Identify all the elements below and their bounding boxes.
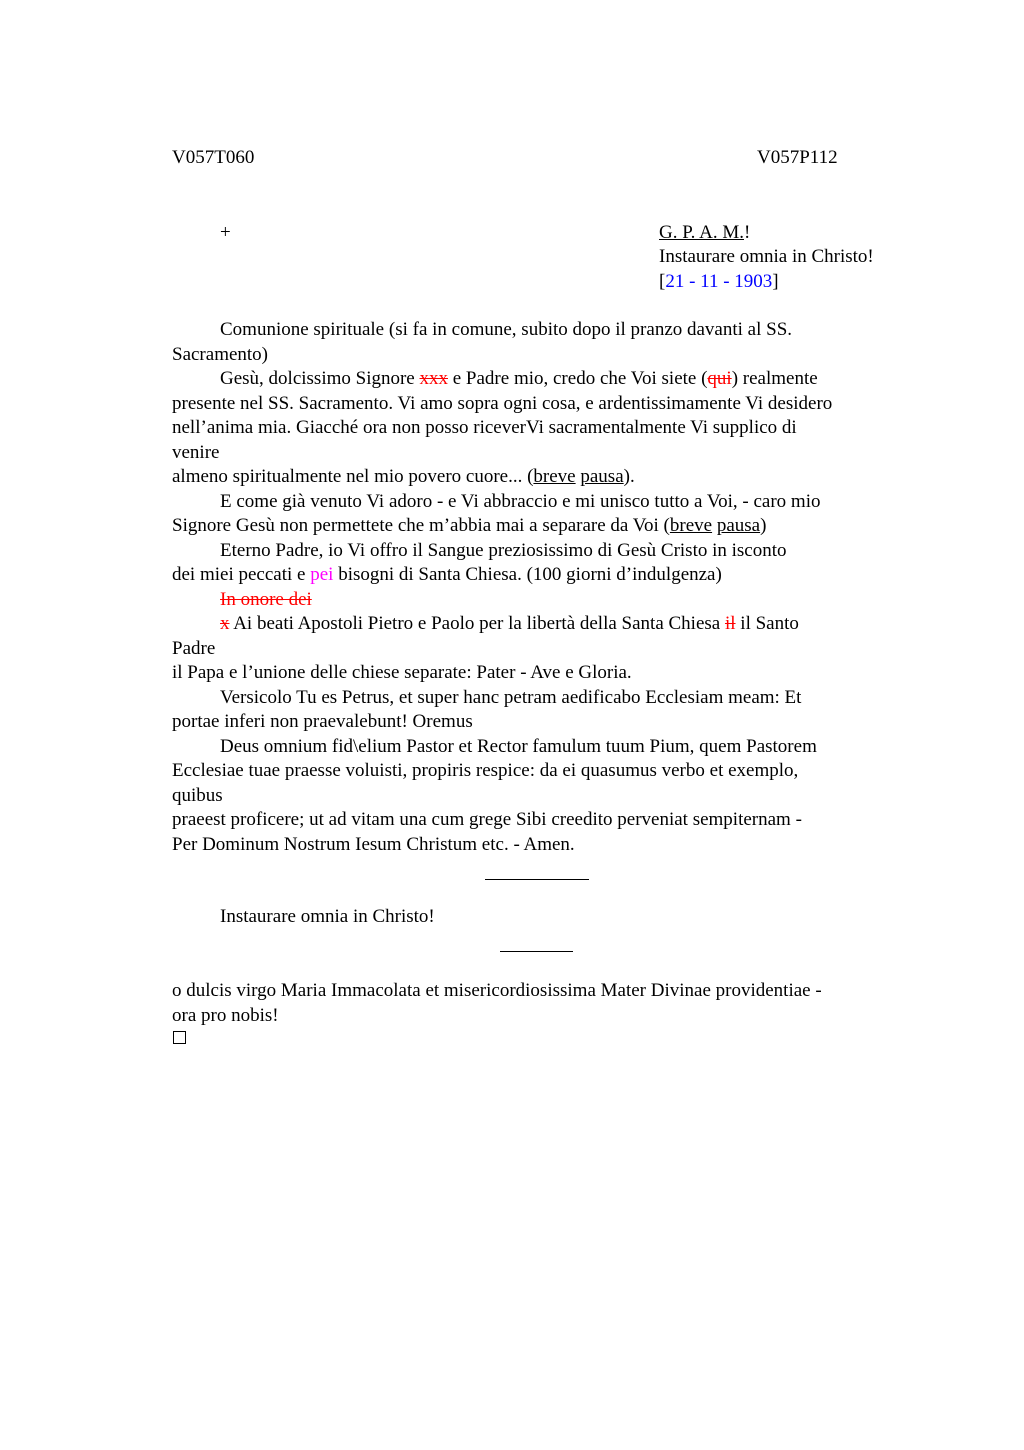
date-bracket-open: [ — [659, 271, 666, 292]
text-line: E come già venuto Vi adoro - e Vi abbraccio e mi unisco tutto a Voi, - caro mio — [220, 491, 821, 512]
text-span: Ai beati Apostoli Pietro e Paolo per la libertà della Santa Chiesa — [229, 613, 725, 634]
document-code-left: V057T060 — [172, 147, 255, 168]
date-value: 21 - 11 - 1903 — [665, 271, 773, 292]
text-span: e Padre mio, credo che Voi siete ( — [448, 368, 708, 389]
text-line — [220, 612, 799, 636]
deleted-text: qui — [707, 368, 732, 389]
underlined-text: breve — [669, 515, 713, 536]
text-span: ). — [623, 466, 635, 487]
text-line — [220, 367, 818, 391]
date-heading — [659, 270, 779, 294]
underlined-text: pausa — [716, 515, 761, 536]
text-span: ) realmente — [731, 368, 818, 389]
motto-line: Instaurare omnia in Christo! — [220, 906, 435, 927]
gpam-abbrev: G. P. A. M. — [659, 222, 744, 243]
text-span: almeno spiritualmente nel mio povero cuore... ( — [172, 466, 534, 487]
text-line: Comunione spirituale (si fa in comune, subito dopo il pranzo davanti al SS. — [220, 319, 793, 340]
deleted-line: In onore dei — [220, 589, 312, 610]
underlined-text: breve — [533, 466, 576, 487]
text-line: Ecclesiae tuae praesse voluisti, propiris respice: da ei quasumus verbo et exemplo, — [172, 760, 799, 781]
text-line: Eterno Padre, io Vi offro il Sangue preziosissimo di Gesù Cristo in isconto — [220, 540, 787, 561]
text-line: portae inferi non praevalebunt! Oremus — [172, 711, 473, 732]
deleted-text: xxx — [419, 368, 448, 389]
date-bracket-close: ] — [772, 271, 779, 292]
text-line: quibus — [172, 785, 223, 806]
text-line — [172, 514, 766, 538]
text-line: Padre — [172, 638, 216, 659]
highlighted-text: pei — [310, 564, 334, 585]
square-box-icon — [173, 1031, 186, 1044]
text-line: Sacramento) — [172, 344, 269, 365]
text-span: dei miei peccati e — [172, 564, 311, 585]
motto-heading: Instaurare omnia in Christo! — [659, 246, 874, 267]
text-line: il Papa e l’unione delle chiese separate: Pater - Ave e Gloria. — [172, 662, 632, 683]
text-line: venire — [172, 442, 220, 463]
text-span: ) — [760, 515, 767, 536]
text-line: Versicolo Tu es Petrus, et super hanc petram aedificabo Ecclesiam meam: Et — [220, 687, 802, 708]
deleted-text: x — [220, 613, 230, 634]
gpam-exclaim: ! — [744, 222, 751, 243]
text-span: Gesù, dolcissimo Signore — [220, 368, 420, 389]
text-line: Deus omnium fid\elium Pastor et Rector famulum tuum Pium, quem Pastorem — [220, 736, 817, 757]
separator-rule — [485, 879, 589, 880]
closing-line: o dulcis virgo Maria Immacolata et misericordiosissima Mater Divinae providentiae - — [172, 980, 822, 1001]
gpam-heading — [659, 221, 750, 245]
text-line — [172, 465, 635, 489]
text-span: bisogni di Santa Chiesa. (100 giorni d’indulgenza) — [333, 564, 722, 585]
text-span: il Santo — [735, 613, 799, 634]
separator-rule-short — [500, 951, 573, 952]
underlined-text: pausa — [580, 466, 624, 487]
text-line: presente nel SS. Sacramento. Vi amo sopra ogni cosa, e ardentissimamente Vi desidero — [172, 393, 833, 414]
text-line: praeest proficere; ut ad vitam una cum grege Sibi creedito perveniat sempiternam - — [172, 809, 802, 830]
document-code-right: V057P112 — [757, 147, 838, 168]
deleted-text: il — [724, 613, 736, 634]
closing-line: ora pro nobis! — [172, 1005, 279, 1026]
text-line — [172, 563, 722, 587]
cross-mark: + — [220, 222, 231, 243]
text-line: Per Dominum Nostrum Iesum Christum etc. - Amen. — [172, 834, 575, 855]
text-span: Signore Gesù non permettete che m’abbia mai a separare da Voi ( — [172, 515, 670, 536]
text-line: nell’anima mia. Giacché ora non posso riceverVi sacramentalmente Vi supplico di — [172, 417, 797, 438]
